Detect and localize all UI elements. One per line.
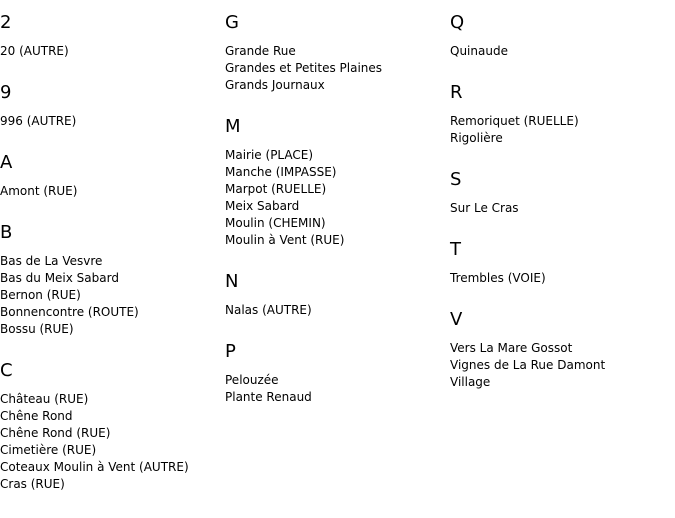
street-index-column-1 xyxy=(0,10,220,513)
letter-heading: A xyxy=(0,152,13,173)
street-index-column-2 xyxy=(225,10,445,426)
letter-group xyxy=(450,167,670,217)
street-link[interactable]: Moulin (CHEMIN) xyxy=(225,216,326,230)
letter-heading: T xyxy=(450,239,461,260)
street-link[interactable]: 996 (AUTRE) xyxy=(0,114,77,128)
street-link[interactable]: 20 (AUTRE) xyxy=(0,44,69,58)
street-list xyxy=(225,147,445,249)
street-list xyxy=(0,391,220,493)
letter-heading: C xyxy=(0,360,13,381)
street-link[interactable]: Cras (RUE) xyxy=(0,477,65,491)
street-list xyxy=(450,43,670,60)
street-link[interactable]: Sur Le Cras xyxy=(450,201,519,215)
street-link[interactable]: Grandes et Petites Plaines xyxy=(225,61,383,75)
street-link[interactable]: Village xyxy=(450,375,491,389)
letter-group xyxy=(225,339,445,406)
street-link[interactable]: Meix Sabard xyxy=(225,199,300,213)
street-list xyxy=(450,113,670,147)
street-link[interactable]: Bernon (RUE) xyxy=(0,288,81,302)
street-list xyxy=(450,270,670,287)
street-link[interactable]: Cimetière (RUE) xyxy=(0,443,97,457)
street-list xyxy=(0,183,220,200)
street-link[interactable]: Chêne Rond (RUE) xyxy=(0,426,111,440)
street-link[interactable]: Mairie (PLACE) xyxy=(225,148,314,162)
letter-heading: R xyxy=(450,82,463,103)
letter-heading: P xyxy=(225,341,236,362)
street-link[interactable]: Bas de La Vesvre xyxy=(0,254,103,268)
street-link[interactable]: Quinaude xyxy=(450,44,508,58)
street-link[interactable]: Nalas (AUTRE) xyxy=(225,303,312,317)
street-index-column-3 xyxy=(450,10,670,411)
letter-group xyxy=(0,10,220,60)
street-list xyxy=(225,302,445,319)
letter-group xyxy=(225,114,445,249)
street-list xyxy=(450,340,670,391)
street-list xyxy=(450,200,670,217)
letter-group xyxy=(225,269,445,319)
letter-heading: S xyxy=(450,169,462,190)
street-list xyxy=(0,253,220,338)
letter-group xyxy=(0,220,220,338)
street-list xyxy=(225,43,445,94)
street-link[interactable]: Château (RUE) xyxy=(0,392,89,406)
letter-heading: 2 xyxy=(0,12,12,33)
letter-group xyxy=(225,10,445,94)
street-link[interactable]: Bonnencontre (ROUTE) xyxy=(0,305,139,319)
street-link[interactable]: Manche (IMPASSE) xyxy=(225,165,337,179)
street-link[interactable]: Pelouzée xyxy=(225,373,279,387)
letter-heading: G xyxy=(225,12,239,33)
street-link[interactable]: Moulin à Vent (RUE) xyxy=(225,233,345,247)
letter-heading: V xyxy=(450,309,463,330)
letter-heading: M xyxy=(225,116,241,137)
street-link[interactable]: Amont (RUE) xyxy=(0,184,78,198)
street-list xyxy=(225,372,445,406)
street-link[interactable]: Marpot (RUELLE) xyxy=(225,182,327,196)
letter-group xyxy=(0,80,220,130)
street-list xyxy=(0,43,220,60)
letter-group xyxy=(450,307,670,391)
street-link[interactable]: Bossu (RUE) xyxy=(0,322,74,336)
street-link[interactable]: Grande Rue xyxy=(225,44,296,58)
letter-group xyxy=(450,80,670,147)
street-link[interactable]: Vers La Mare Gossot xyxy=(450,341,573,355)
street-link[interactable]: Trembles (VOIE) xyxy=(450,271,546,285)
letter-heading: N xyxy=(225,271,239,292)
street-link[interactable]: Bas du Meix Sabard xyxy=(0,271,119,285)
street-link[interactable]: Plante Renaud xyxy=(225,390,312,404)
street-link[interactable]: Remoriquet (RUELLE) xyxy=(450,114,579,128)
letter-group xyxy=(0,358,220,493)
street-link[interactable]: Chêne Rond xyxy=(0,409,73,423)
letter-heading: Q xyxy=(450,12,465,33)
letter-heading: 9 xyxy=(0,82,12,103)
street-link[interactable]: Coteaux Moulin à Vent (AUTRE) xyxy=(0,460,189,474)
letter-group xyxy=(450,10,670,60)
street-list xyxy=(0,113,220,130)
street-link[interactable]: Vignes de La Rue Damont xyxy=(450,358,606,372)
letter-group xyxy=(0,150,220,200)
street-link[interactable]: Rigolière xyxy=(450,131,503,145)
street-link[interactable]: Grands Journaux xyxy=(225,78,325,92)
letter-group xyxy=(450,237,670,287)
letter-heading: B xyxy=(0,222,13,243)
